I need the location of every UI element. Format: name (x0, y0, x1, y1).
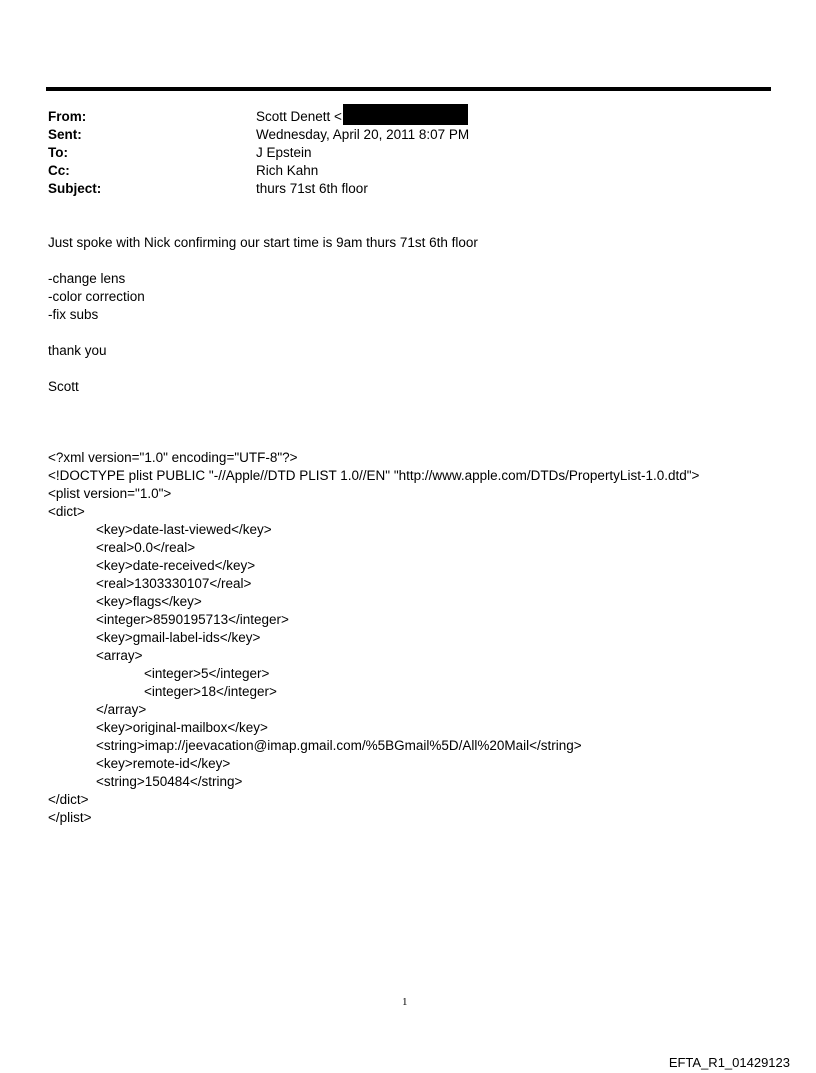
plist-line: <string>150484</string> (96, 774, 243, 789)
plist-line: <?xml version="1.0" encoding="UTF-8"?> (48, 450, 298, 465)
plist-line: <real>0.0</real> (96, 540, 196, 555)
plist-line: <array> (96, 648, 143, 663)
plist-line: </plist> (48, 810, 92, 825)
body-line: Just spoke with Nick confirming our start time is 9am thurs 71st 6th floor (48, 235, 478, 250)
bates-number: EFTA_R1_01429123 (668, 1055, 790, 1070)
cc-label: Cc: (48, 162, 70, 178)
closing: thank you (48, 343, 107, 358)
sent-value: Wednesday, April 20, 2011 8:07 PM (256, 126, 470, 142)
plist-line: </dict> (48, 792, 89, 807)
body-list-item: -fix subs (48, 307, 99, 322)
plist-line: <string>imap://jeevacation@imap.gmail.com/%5BGmail%5D/All%20Mail</string> (96, 738, 582, 753)
plist-line: <integer>8590195713</integer> (96, 612, 289, 627)
plist-line: <key>date-last-viewed</key> (96, 522, 272, 537)
plist-line: <plist version="1.0"> (48, 486, 172, 501)
redaction-box (343, 104, 468, 125)
from-value (256, 106, 468, 127)
to-value: J Epstein (256, 144, 312, 160)
plist-line: <key>gmail-label-ids</key> (96, 630, 261, 645)
plist-line: <key>original-mailbox</key> (96, 720, 268, 735)
plist-line: <dict> (48, 504, 85, 519)
body-list-item: -color correction (48, 289, 145, 304)
plist-line: <!DOCTYPE plist PUBLIC "-//Apple//DTD PLIST 1.0//EN" "http://www.apple.com/DTDs/PropertyList-1.0.dtd"> (48, 468, 700, 483)
plist-line: <key>remote-id</key> (96, 756, 231, 771)
page-number: 1 (402, 996, 408, 1008)
body-list-item: -change lens (48, 271, 126, 286)
sent-row (48, 125, 469, 143)
subject-value: thurs 71st 6th floor (256, 180, 368, 196)
to-row (48, 143, 469, 161)
plist-line: <real>1303330107</real> (96, 576, 252, 591)
plist-line: <integer>5</integer> (144, 666, 270, 681)
signature: Scott (48, 379, 79, 394)
subject-row (48, 179, 469, 197)
from-name: Scott Denett < (256, 108, 342, 124)
plist-block (48, 449, 699, 827)
header-rule (46, 87, 771, 91)
plist-line: <integer>18</integer> (144, 684, 277, 699)
sent-label: Sent: (48, 126, 82, 142)
to-label: To: (48, 144, 68, 160)
plist-line: <key>flags</key> (96, 594, 202, 609)
from-label: From: (48, 108, 87, 124)
from-row (48, 107, 469, 125)
email-header (48, 107, 469, 197)
cc-row (48, 161, 469, 179)
plist-line: </array> (96, 702, 147, 717)
subject-label: Subject: (48, 180, 102, 196)
cc-value: Rich Kahn (256, 162, 319, 178)
plist-line: <key>date-received</key> (96, 558, 256, 573)
